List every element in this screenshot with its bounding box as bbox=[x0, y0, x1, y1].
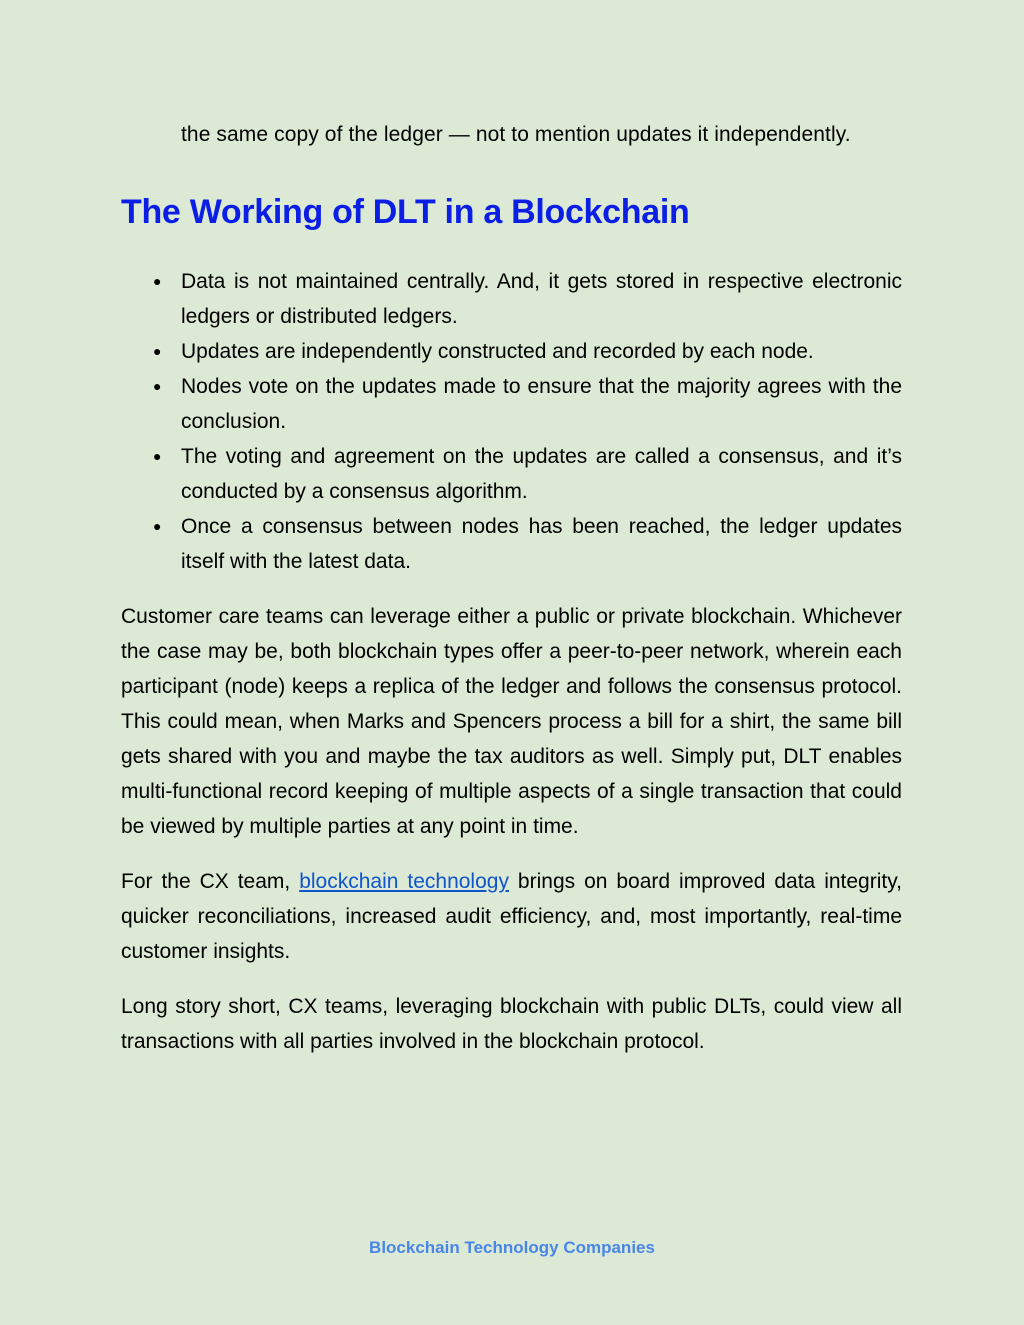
blockchain-technology-link[interactable]: blockchain technology bbox=[299, 870, 509, 893]
list-item-text: Once a consensus between nodes has been reached, the ledger updates itself with the latest data. bbox=[181, 515, 902, 573]
bullet-list bbox=[121, 264, 902, 579]
bullet-dot-icon: ● bbox=[153, 273, 162, 289]
list-item-text: The voting and agreement on the updates are called a consensus, and it’s conducted by a consensus algorithm. bbox=[181, 445, 902, 503]
paragraph-text-after-link: brings on board improved data integrity, quicker reconciliations, increased audit efficiency, and, most importantly, real-time customer insights. bbox=[121, 870, 902, 963]
bullet-dot-icon: ● bbox=[153, 343, 162, 359]
list-item bbox=[121, 369, 902, 439]
list-item bbox=[121, 439, 902, 509]
page-footer: Blockchain Technology Companies bbox=[369, 1238, 655, 1257]
list-item-text: Data is not maintained centrally. And, it gets stored in respective electronic ledgers or distributed ledgers. bbox=[181, 270, 902, 328]
bullet-dot-icon: ● bbox=[153, 448, 162, 464]
section-heading: The Working of DLT in a Blockchain bbox=[121, 193, 690, 231]
bullet-dot-icon: ● bbox=[153, 518, 162, 534]
bullet-dot-icon: ● bbox=[153, 378, 162, 394]
paragraph-public-private: Customer care teams can leverage either a public or private blockchain. Whichever the case may be, both blockchain types offer a peer-to-peer network, wherein each participant (node) keeps a replica of the ledger and follows the consensus protocol. This could mean, when Marks and Spencers process a bill for a shirt, the same bill gets shared with you and maybe the tax auditors as well. Simply put, DLT enables multi-functional record keeping of multiple aspects of a single transaction that could be viewed by multiple parties at any point in time. bbox=[121, 605, 902, 838]
list-item bbox=[121, 264, 902, 334]
list-item-text: Nodes vote on the updates made to ensure that the majority agrees with the conclusion. bbox=[181, 375, 902, 433]
paragraph-cx-team bbox=[121, 864, 902, 969]
document-page bbox=[121, 117, 902, 1059]
paragraph-long-story: Long story short, CX teams, leveraging blockchain with public DLTs, could view all transactions with all parties involved in the blockchain protocol. bbox=[121, 995, 902, 1053]
list-item-text: Updates are independently constructed and recorded by each node. bbox=[181, 340, 814, 363]
list-item bbox=[121, 509, 902, 579]
continued-text: the same copy of the ledger — not to mention updates it independently. bbox=[181, 123, 851, 146]
paragraph-text-before-link: For the CX team, bbox=[121, 870, 300, 893]
list-item bbox=[121, 334, 902, 369]
